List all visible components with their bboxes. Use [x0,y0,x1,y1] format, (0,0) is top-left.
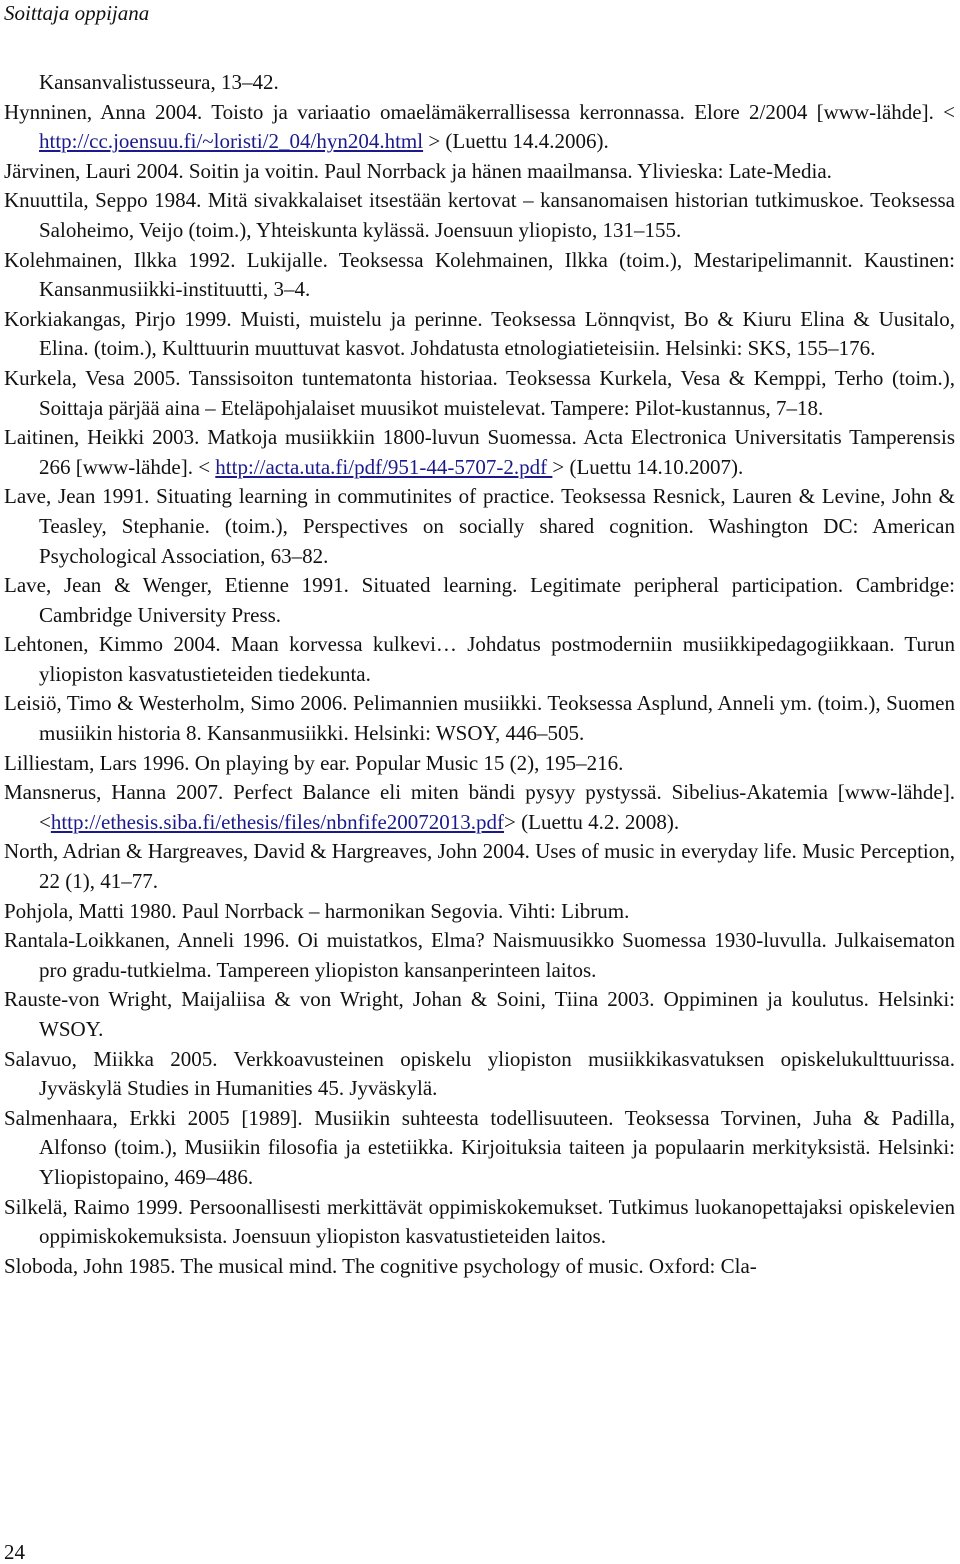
reference-text: Lilliestam, Lars 1996. On playing by ear. Popular Music 15 (2), 195–216. [4,750,624,775]
page-number: 24 [4,1540,25,1564]
reference-entry [0,778,960,837]
reference-entry [0,186,960,245]
reference-link[interactable]: http://acta.uta.fi/pdf/951-44-5707-2.pdf [215,454,553,479]
reference-text-after-link: > (Luettu 14.4.2006). [423,129,609,154]
reference-text: Rantala-Loikkanen, Anneli 1996. Oi muistatkos, Elma? Naismuusikko Suomessa 1930-luvulla. Julkaisematon pro gradu-tutkielma. Tampereen yliopiston kansanperinteen laitos. [4,928,955,982]
reference-text: Lave, Jean & Wenger, Etienne 1991. Situated learning. Legitimate peripheral participation. Cambridge: Cambridge University Press. [4,573,955,627]
reference-text: Pohjola, Matti 1980. Paul Norrback – harmonikan Segovia. Vihti: Librum. [4,898,630,923]
reference-entry [0,98,960,157]
reference-entry [0,1193,960,1252]
reference-text: Laitinen, Heikki 2003. Matkoja musiikkiin 1800-luvun Suomessa. Acta Electronica Universitatis Tamperensis 266 [www-lähde]. < [4,425,955,479]
reference-link[interactable]: http://cc.joensuu.fi/~loristi/2_04/hyn204.html [39,129,424,154]
reference-entry [0,689,960,748]
reference-entry [0,1252,960,1282]
running-header: Soittaja oppijana [4,1,150,25]
reference-text: Järvinen, Lauri 2004. Soitin ja voitin. Paul Norrback ja hänen maailmansa. Ylivieska: Late-Media. [4,158,832,183]
reference-text: Salmenhaara, Erkki 2005 [1989]. Musiikin suhteesta todellisuuteen. Teoksessa Torvinen, Juha & Padilla, Alfonso (toim.), Musiikin filosofia ja estetiikka. Kirjoituksia taiteen ja populaarin merkityksistä. Helsinki: Yliopistopaino, 469–486. [4,1105,955,1189]
reference-text: Silkelä, Raimo 1999. Persoonallisesti merkittävät oppimiskokemukset. Tutkimus luokanopettajaksi opiskelevien oppimiskokemuksista. Joensuun yliopiston kasvatustieteiden laitos. [4,1194,955,1249]
reference-text: Rauste-von Wright, Maijaliisa & von Wright, Johan & Soini, Tiina 2003. Oppiminen ja koulutus. Helsinki: WSOY. [4,987,955,1041]
reference-text: North, Adrian & Hargreaves, David & Hargreaves, John 2004. Uses of music in everyday life. Music Perception, 22 (1), 41–77. [4,839,955,894]
reference-entry [0,364,960,423]
reference-entry [0,157,960,187]
reference-text: Sloboda, John 1985. The musical mind. The cognitive psychology of music. Oxford: Cla- [4,1253,757,1278]
reference-entry [0,571,960,630]
reference-entry [0,749,960,779]
reference-text: Salavuo, Miikka 2005. Verkkoavusteinen opiskelu yliopiston musiikkikasvatuksen opiskelukulttuurissa. Jyväskylä Studies in Humanities 45. Jyväskylä. [4,1046,955,1101]
reference-list [0,68,960,1281]
reference-entry [0,1104,960,1193]
reference-entry [0,926,960,985]
reference-entry [0,1045,960,1104]
reference-entry [0,305,960,364]
reference-entry [0,423,960,482]
reference-text: Lehtonen, Kimmo 2004. Maan korvessa kulkevi… Johdatus postmoderniin musiikkipedagogiikkaan. Turun yliopiston kasvatustieteiden tiedekunta. [4,632,955,686]
reference-link[interactable]: http://ethesis.siba.fi/ethesis/files/nbnfife20072013.pdf [50,809,505,834]
reference-text: Hynninen, Anna 2004. Toisto ja variaatio omaelämäkerrallisessa kerronnassa. Elore 2/2004 [www-lähde]. < [4,99,955,124]
reference-text: Kansanvalistusseura, 13–42. [39,70,279,94]
reference-text-after-link: > (Luettu 4.2. 2008). [504,809,680,834]
reference-entry [0,482,960,571]
reference-text: Leisiö, Timo & Westerholm, Simo 2006. Pelimannien musiikki. Teoksessa Asplund, Anneli ym. (toim.), Suomen musiikin historia 8. Kansanmusiikki. Helsinki: WSOY, 446–505. [4,691,955,746]
reference-text: Korkiakangas, Pirjo 1999. Muisti, muistelu ja perinne. Teoksessa Lönnqvist, Bo & Kiuru Elina & Uusitalo, Elina. (toim.), Kulttuurin muuttuvat kasvot. Johdatusta etnologiatieteisiin. Helsinki: SKS, 155–176. [4,306,955,361]
reference-text: Mansnerus, Hanna 2007. Perfect Balance eli miten bändi pysyy pystyssä. Sibelius-Akatemia [www-lähde].< [4,780,955,834]
reference-entry [0,246,960,305]
reference-text-after-link: > (Luettu 14.10.2007). [552,454,744,479]
reference-entry [0,630,960,689]
reference-entry [0,837,960,896]
reference-text: Lave, Jean 1991. Situating learning in commutinites of practice. Teoksessa Resnick, Lauren & Levine, John & Teasley, Stephanie. (toim.), Perspectives on socially shared cognition. Washington DC: American Psychological Association, 63–82. [4,484,955,568]
reference-text: Kurkela, Vesa 2005. Tanssisoiton tuntematonta historiaa. Teoksessa Kurkela, Vesa & Kemppi, Terho (toim.), Soittaja pärjää aina – Eteläpohjalaiset muusikot muistelevat. Tampere: Pilot-kustannus, 7–18. [4,365,955,420]
reference-text: Knuuttila, Seppo 1984. Mitä sivakkalaiset itsestään kertovat – kansanomaisen historian tutkimuskoe. Teoksessa Saloheimo, Veijo (toim.), Yhteiskunta kylässä. Joensuun yliopisto, 131–155. [4,188,955,242]
reference-entry [0,985,960,1044]
reference-entry [0,897,960,927]
reference-text: Kolehmainen, Ilkka 1992. Lukijalle. Teoksessa Kolehmainen, Ilkka (toim.), Mestaripelimannit. Kaustinen: Kansanmusiikki-instituutti, 3–4. [4,247,955,302]
reference-entry [0,68,960,98]
